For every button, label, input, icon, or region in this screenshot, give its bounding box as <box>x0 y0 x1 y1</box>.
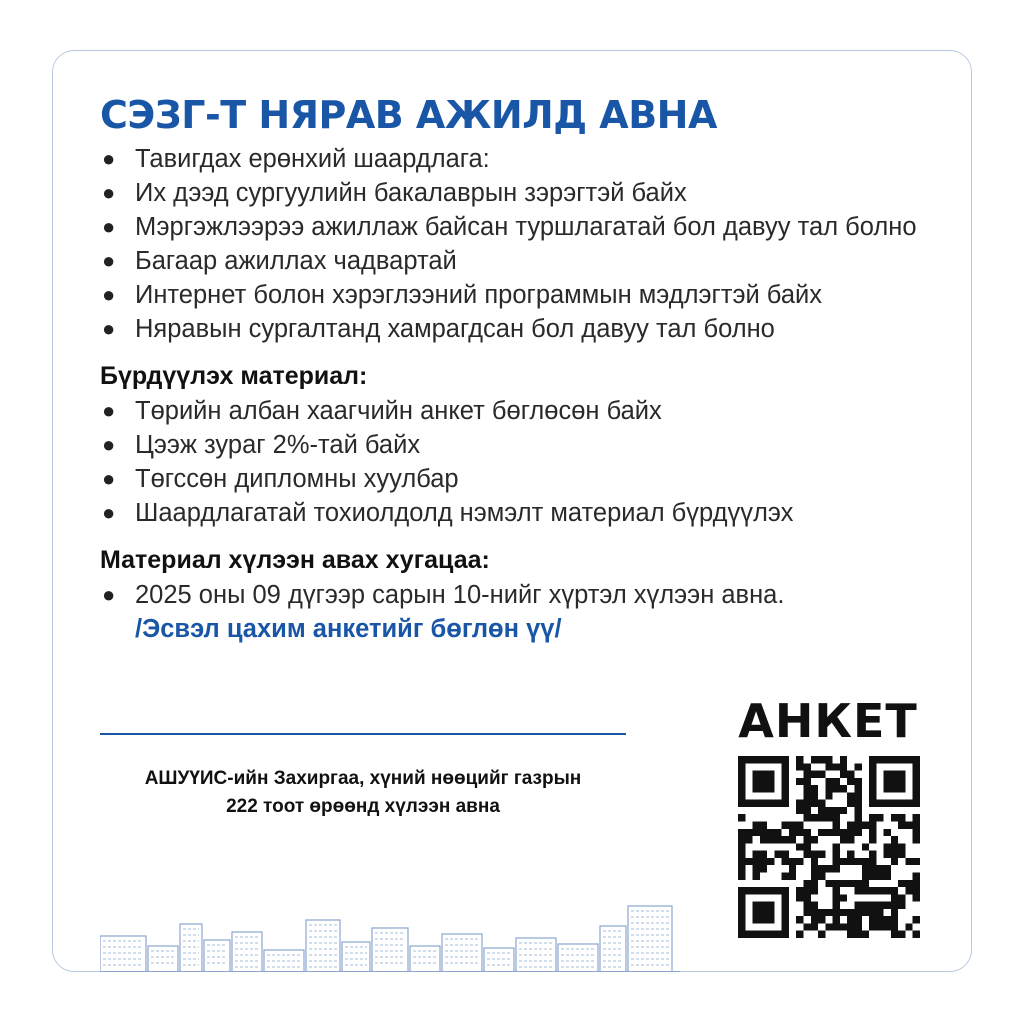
bullet-icon: ● <box>102 432 116 457</box>
list-item: ● Багаар ажиллах чадвартай <box>100 244 920 278</box>
list-item: ● Төгссөн дипломны хуулбар <box>100 462 920 496</box>
list-item: ● Няравын сургалтанд хамрагдсан бол давуу тал болно <box>100 312 920 346</box>
deadline-text: 2025 оны 09 дүгээр сарын 10-нийг хүртэл хүлээн авна. <box>135 581 785 609</box>
divider <box>100 733 626 735</box>
address-line-1: АШУҮИС-ийн Захиргаа, хүний нөөцийг газрын <box>144 768 582 789</box>
materials-list <box>100 394 920 530</box>
online-form-link[interactable]: /Эсвэл цахим анкетийг бөглөн үү/ <box>135 615 562 643</box>
announcement-content <box>100 142 920 646</box>
list-item: ● Интернет болон хэрэглээний программын мэдлэгтэй байх <box>100 278 920 312</box>
materials-heading: Бүрдүүлэх материал: <box>100 362 368 390</box>
list-item <box>100 578 920 646</box>
list-item: ● Цээж зураг 2%-тай байх <box>100 428 920 462</box>
list-item: ● Шаардлагатай тохиолдолд нэмэлт материал бүрдүүлэх <box>100 496 920 530</box>
qr-code-icon[interactable] <box>738 756 920 938</box>
deadline-heading: Материал хүлээн авах хугацаа: <box>100 546 490 574</box>
list-item: ● Төрийн албан хаагчийн анкет бөглөсөн байх <box>100 394 920 428</box>
list-item: ● Тавигдах ерөнхий шаардлага: <box>100 142 920 176</box>
bullet-icon: ● <box>102 146 116 171</box>
page-title: СЭЗГ-Т НЯРАВ АЖИЛД АВНА <box>100 93 717 137</box>
requirements-list <box>100 142 920 346</box>
bullet-icon: ● <box>102 500 116 525</box>
bullet-icon: ● <box>102 180 116 205</box>
list-item: ● Их дээд сургуулийн бакалаврын зэрэгтэй байх <box>100 176 920 210</box>
bullet-icon: ● <box>102 282 116 307</box>
city-skyline-icon <box>100 896 680 972</box>
list-item: ● Мэргэжлээрээ ажиллаж байсан туршлагатай бол давуу тал болно <box>100 210 920 244</box>
deadline-list <box>100 578 920 646</box>
bullet-icon: ● <box>102 316 116 341</box>
qr-label: АНКЕТ <box>738 694 918 748</box>
bullet-icon: ● <box>102 214 116 239</box>
bullet-icon: ● <box>102 248 116 273</box>
bullet-icon: ● <box>102 466 116 491</box>
address-block <box>100 765 626 821</box>
bullet-icon: ● <box>102 398 116 423</box>
bullet-icon: ● <box>102 582 116 607</box>
address-line-2: 222 тоот өрөөнд хүлээн авна <box>226 796 500 817</box>
